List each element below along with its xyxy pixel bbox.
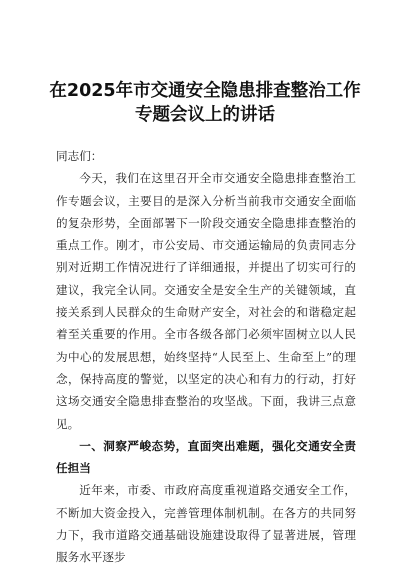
- body-paragraph: 近年来，市委、市政府高度重视道路交通安全工作，不断加大资金投入，完善管理体制机制。在各方的共同努力下，我市道路交通基础设施建设取得了显著进展，管理服务水平逐步: [56, 483, 356, 565]
- section-heading: 一、洞察严峻态势，直面突出难题，强化交通安全责任担当: [56, 438, 356, 476]
- document-title-line-2: 专题会议上的讲话: [135, 105, 275, 125]
- document-body: [56, 145, 356, 569]
- document-title-line-1: 在2025年市交通安全隐患排查整治工作: [49, 81, 361, 101]
- salutation: 同志们：: [56, 149, 103, 163]
- body-paragraph: 今天，我们在这里召开全市交通安全隐患排查整治工作专题会议，主要目的是深入分析当前我市交通安全面临的复杂形势，全面部署下一阶段交通安全隐患排查整治的重点工作。刚才，市公安局、市交通运输局的负责同志分别对近期工作情况进行了详细通报，并提出了切实可行的建议，我完全认同。交通安全是安全生产的关键领域，直接关系到人民群众的生命财产安全，对社会的和谐稳定起着至关重要的作用。全市各级各部门必须牢固树立以人民为中心的发展思想，始终坚持“人民至上、生命至上”的理念，保持高度的警觉，以坚定的决心和有力的行动，打好这场交通安全隐患排查整治的攻坚战。下面，我讲三点意见。: [56, 171, 356, 431]
